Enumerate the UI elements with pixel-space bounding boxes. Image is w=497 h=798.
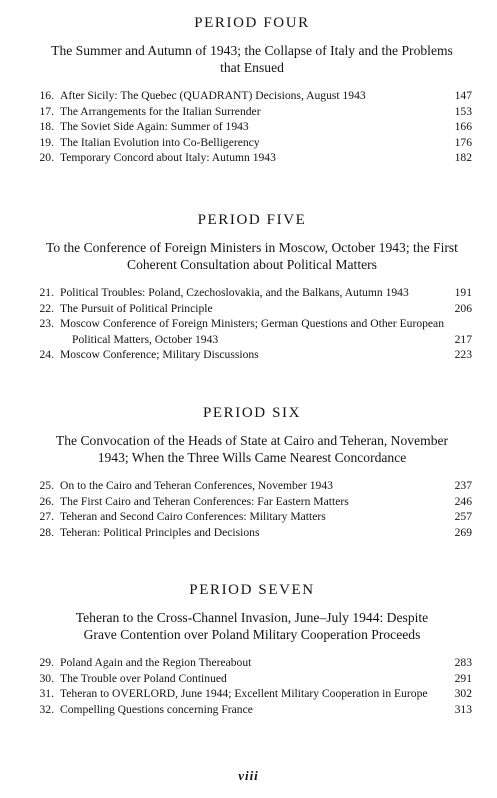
chapter-number: 24.: [39, 348, 54, 362]
chapter-page: 237: [454, 479, 472, 492]
chapter-list: [32, 88, 472, 166]
chapter-number: 18.: [39, 120, 54, 134]
period-title: PERIOD FIVE: [197, 212, 307, 228]
chapter-page: 283: [454, 656, 472, 669]
chapter-title: Temporary Concord about Italy: Autumn 1943: [60, 151, 276, 165]
chapter-entry: [32, 301, 472, 317]
period-five-section: [32, 211, 472, 363]
chapter-list: [32, 655, 472, 717]
chapter-page: 246: [454, 494, 472, 508]
chapter-number: 26.: [39, 494, 54, 508]
chapter-page: 223: [454, 348, 472, 362]
chapter-title: Teheran: Political Principles and Decisions: [60, 525, 260, 539]
chapter-page: 291: [454, 671, 472, 685]
chapter-page: 269: [454, 525, 472, 539]
chapter-page: 153: [454, 104, 472, 118]
period-subtitle: Teheran to the Cross-Channel Invasion, June–July 1944: Despite Grave Contention over Poland Military Cooperation Proceeds: [75, 610, 429, 642]
chapter-number: 23.: [39, 317, 54, 331]
chapter-title: The Soviet Side Again: Summer of 1943: [60, 120, 249, 134]
chapter-page: 176: [454, 135, 472, 149]
chapter-title: The Arrangements for the Italian Surrender: [60, 104, 261, 118]
chapter-title: On to the Cairo and Teheran Conferences, November 1943: [60, 479, 333, 492]
chapter-number: 17.: [39, 104, 54, 118]
chapter-title: Moscow Conference; Military Discussions: [60, 348, 259, 362]
period-subtitle: The Convocation of the Heads of State at Cairo and Teheran, November 1943; When the Three Wills Came Nearest Concordance: [55, 433, 449, 465]
chapter-entry: [32, 655, 472, 671]
chapter-entry: [32, 119, 472, 135]
chapter-list: [32, 478, 472, 540]
chapter-number: 31.: [39, 687, 54, 701]
period-title: PERIOD SIX: [202, 405, 302, 421]
period-subtitle: The Summer and Autumn of 1943; the Collapse of Italy and the Problems that Ensued: [51, 43, 453, 75]
chapter-entry: [32, 494, 472, 510]
chapter-title: Political Troubles: Poland, Czechoslovakia, and the Balkans, Autumn 1943: [60, 286, 409, 299]
chapter-title: The Italian Evolution into Co-Belligerency: [60, 135, 260, 149]
chapter-page: 206: [454, 301, 472, 315]
chapter-title: Teheran and Second Cairo Conferences: Military Matters: [60, 510, 326, 524]
chapter-entry: [32, 478, 472, 494]
chapter-number: 22.: [39, 301, 54, 315]
period-six-section: [32, 404, 472, 540]
chapter-entry: [32, 702, 472, 718]
chapter-entry: [32, 686, 472, 702]
chapter-number: 20.: [39, 151, 54, 165]
period-title: PERIOD FOUR: [194, 15, 310, 31]
chapter-entry: [32, 347, 472, 363]
chapter-page: 191: [454, 286, 472, 299]
chapter-entry: [32, 509, 472, 525]
chapter-entry: [32, 150, 472, 166]
period-four-section: [32, 14, 472, 166]
chapter-entry: [32, 525, 472, 541]
chapter-page: 257: [454, 510, 472, 524]
chapter-number: 29.: [39, 656, 54, 669]
chapter-title: Poland Again and the Region Thereabout: [60, 656, 252, 669]
period-subtitle: To the Conference of Foreign Ministers in Moscow, October 1943; the First Coherent Consultation about Political Matters: [46, 240, 458, 272]
chapter-title: Teheran to OVERLORD, June 1944; Excellent Military Cooperation in Europe: [60, 687, 428, 701]
chapter-page: 147: [454, 89, 472, 102]
chapter-number: 19.: [39, 135, 54, 149]
chapter-number: 30.: [39, 671, 54, 685]
page-number: viii: [238, 768, 259, 783]
chapter-number: 21.: [39, 286, 54, 299]
chapter-entry: [32, 671, 472, 687]
chapter-page: 217: [454, 332, 472, 346]
chapter-title: After Sicily: The Quebec (QUADRANT) Decisions, August 1943: [60, 89, 366, 102]
period-title: PERIOD SEVEN: [189, 582, 315, 598]
chapter-number: 27.: [39, 510, 54, 524]
chapter-list: [32, 285, 472, 363]
chapter-entry: [32, 285, 472, 301]
chapter-page: 166: [454, 120, 472, 134]
chapter-number: 16.: [39, 89, 54, 102]
chapter-number: 28.: [39, 525, 54, 539]
chapter-title: The Pursuit of Political Principle: [60, 301, 213, 315]
chapter-title: The First Cairo and Teheran Conferences: Far Eastern Matters: [60, 494, 349, 508]
chapter-page: 182: [454, 151, 472, 165]
chapter-entry: [32, 104, 472, 120]
chapter-number: 25.: [39, 479, 54, 492]
chapter-number: 32.: [39, 702, 54, 716]
period-seven-section: [32, 581, 472, 717]
chapter-title: Moscow Conference of Foreign Ministers; German Questions and Other European Political Matters, October 1943: [60, 317, 444, 346]
chapter-entry: [32, 316, 472, 347]
chapter-entry: [32, 88, 472, 104]
chapter-page: 313: [454, 702, 472, 716]
chapter-title: Compelling Questions concerning France: [60, 702, 253, 716]
chapter-title: The Trouble over Poland Continued: [60, 671, 227, 685]
chapter-entry: [32, 135, 472, 151]
chapter-page: 302: [454, 687, 472, 701]
